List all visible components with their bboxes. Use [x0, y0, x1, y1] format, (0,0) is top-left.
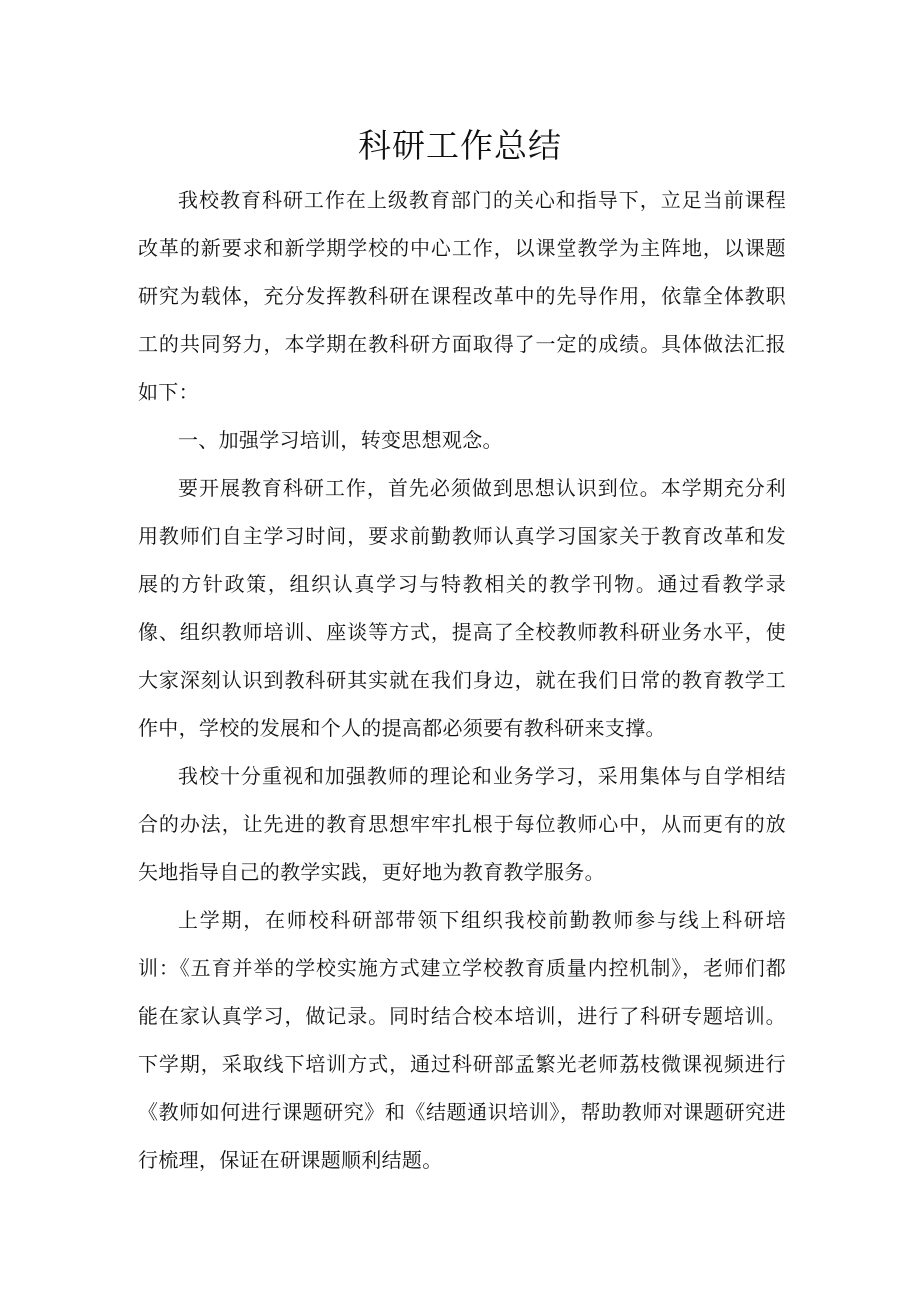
paragraph-thinking: 要开展教育科研工作，首先必须做到思想认识到位。本学期充分利用教师们自主学习时间，要求前勤教师认真学习国家关于教育改革和发展的方针政策，组织认真学习与特教相关的教学刊物。通过看教学录像、组织教师培训、座谈等方式，提高了全校教师教科研业务水平，使大家深刻认识到教科研其实就在我们身边，就在我们日常的教育教学工作中，学校的发展和个人的提高都必须要有教科研来支撑。	[138, 476, 786, 740]
page-title: 科研工作总结	[358, 126, 562, 165]
section-heading-1: 一、加强学习培训，转变思想观念。	[178, 428, 503, 452]
paragraph-intro: 我校教育科研工作在上级教育部门的关心和指导下，立足当前课程改革的新要求和新学期学校的中心工作，以课堂教学为主阵地，以课题研究为载体，充分发挥教科研在课程改革中的先导作用，依靠全体教职工的共同努力，本学期在教科研方面取得了一定的成绩。具体做法汇报如下：	[138, 188, 786, 404]
paragraph-training: 上学期，在师校科研部带领下组织我校前勤教师参与线上科研培训：《五育并举的学校实施方式建立学校教育质量内控机制》，老师们都能在家认真学习，做记录。同时结合校本培训，进行了科研专题培训。下学期，采取线下培训方式，通过科研部孟繁光老师荔枝微课视频进行《教师如何进行课题研究》和《结题通识培训》，帮助教师对课题研究进行梳理，保证在研课题顺利结题。	[138, 908, 786, 1172]
document-body	[138, 176, 786, 1184]
paragraph-study: 我校十分重视和加强教师的理论和业务学习，采用集体与自学相结合的办法，让先进的教育思想牢牢扎根于每位教师心中，从而更有的放矢地指导自己的教学实践，更好地为教育教学服务。	[138, 764, 786, 884]
